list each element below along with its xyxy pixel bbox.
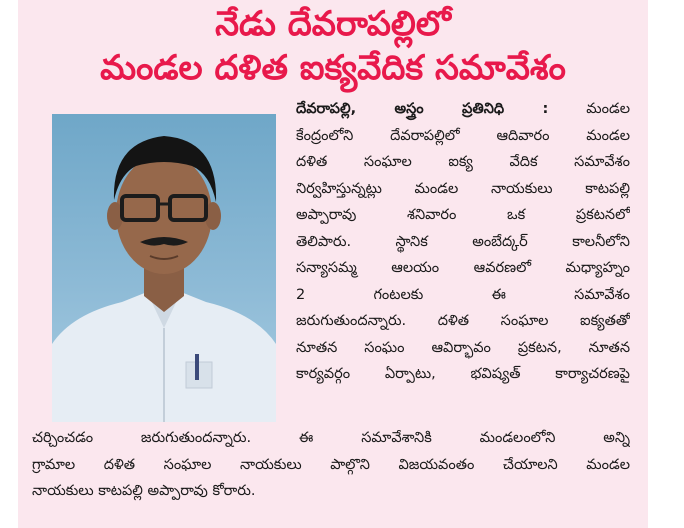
portrait-photo [52,114,276,422]
portrait-illustration [52,114,276,422]
body-line: నాయకులు కాటపల్లి అప్పారావు కోరారు. [32,483,256,499]
article-full-width-text [32,425,630,505]
body-line: జరుగుతుందన్నారు. దళిత సంఘాల ఐక్యతతో [296,313,630,329]
body-line: కార్యవర్గం ఏర్పాటు, భవిష్యత్ కార్యాచరణపై [296,366,630,382]
body-line: చర్చించడం జరుగుతుందన్నారు. ఈ సమావేశానికి మండలంలోని అన్ని [32,430,630,446]
body-line-0 [296,96,630,123]
first-line-tail: మండల [586,101,630,117]
headline-line-2: మండల దళిత ఐక్యవేదిక సమావేశం [100,48,566,88]
body-line: తెలిపారు. స్థానిక అంబేద్కర్ కాలనీలోని [296,233,630,250]
body-line: అప్పారావు శనివారం ఒక ప్రకటనలో [296,207,630,223]
body-line: సన్యాసమ్మ ఆలయం ఆవరణలో మధ్యాహ్నం [296,260,630,276]
headline-line-1: నేడు దేవరాపల్లిలో [215,4,451,44]
news-clipping [18,0,648,528]
body-line: 2 గంటలకు ఈ సమావేశం [296,286,630,303]
article-column-text [296,96,630,388]
dateline: దేవరాపల్లి, అస్త్రం ప్రతినిధి : [296,101,549,117]
body-line: గ్రామాల దళిత సంఘాల నాయకులు పాల్గొని విజయవంతం చేయాలని మండల [32,456,630,473]
body-line: కేంద్రంలోని దేవరాపల్లిలో ఆదివారం మండల [296,127,630,144]
body-line: నూతన సంఘం ఆవిర్భావం ప్రకటన, నూతన [296,339,630,356]
body-line: నిర్వహిస్తున్నట్లు మండల నాయకులు కాటపల్లి [296,180,630,197]
body-line: దళిత సంఘాల ఐక్య వేదిక సమావేశం [296,154,630,170]
